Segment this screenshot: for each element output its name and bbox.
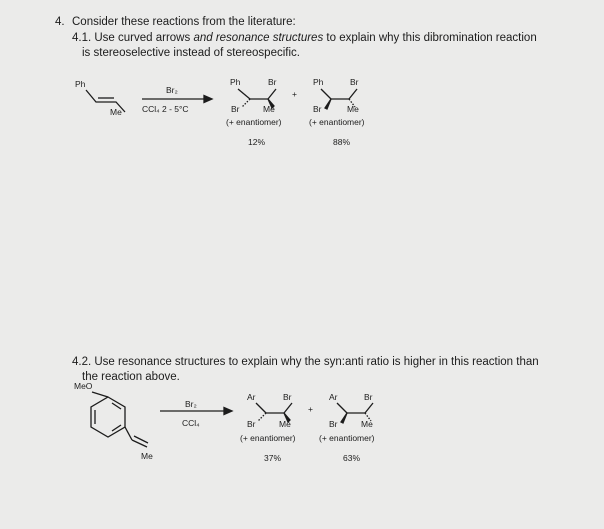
p3-yield: 37% bbox=[264, 453, 282, 463]
q41-part-a: 4.1. Use curved arrows bbox=[72, 32, 194, 44]
reagent-conditions: CCl₄ 2 - 5°C bbox=[142, 104, 189, 114]
plus-sign-2: + bbox=[308, 404, 313, 414]
reagent2-solvent: CCl₄ bbox=[182, 418, 200, 428]
p1-br-bottom: Br bbox=[231, 104, 240, 114]
p2-br-top: Br bbox=[350, 77, 359, 87]
p3-br-bottom: Br bbox=[247, 419, 256, 429]
p2-enantiomer-note: (+ enantiomer) bbox=[309, 117, 365, 127]
q41-part-c: to explain why this dibromination reaction bbox=[323, 32, 537, 44]
p4-br-top: Br bbox=[364, 392, 373, 402]
p4-enantiomer-note: (+ enantiomer) bbox=[319, 433, 375, 443]
p1-br-top: Br bbox=[268, 77, 277, 87]
p3-br-top: Br bbox=[283, 392, 292, 402]
p2-me: Me bbox=[347, 104, 359, 114]
p1-me: Me bbox=[263, 104, 275, 114]
p4-ar: Ar bbox=[329, 392, 338, 402]
reagent-br2: Br₂ bbox=[166, 85, 178, 95]
p3-ar: Ar bbox=[247, 392, 256, 402]
sm-me-label: Me bbox=[110, 107, 122, 117]
reagent2-br2: Br₂ bbox=[185, 399, 197, 409]
p2-br-bottom: Br bbox=[313, 104, 322, 114]
sm-ph-label: Ph bbox=[75, 79, 86, 89]
p1-enantiomer-note: (+ enantiomer) bbox=[226, 117, 282, 127]
question-4-2-line2: the reaction above. bbox=[82, 371, 180, 383]
plus-sign-1: + bbox=[292, 89, 297, 99]
question-number: 4. bbox=[55, 16, 65, 28]
p4-me: Me bbox=[361, 419, 373, 429]
sm-meo-label: MeO bbox=[74, 381, 93, 391]
sm2-me-label: Me bbox=[141, 451, 153, 461]
question-4-2-line1: 4.2. Use resonance structures to explain why the syn:anti ratio is higher in this reaction than bbox=[72, 356, 539, 368]
p2-ph: Ph bbox=[313, 77, 324, 87]
p4-yield: 63% bbox=[343, 453, 361, 463]
question-intro: Consider these reactions from the literature: bbox=[72, 16, 296, 28]
p4-br-bottom: Br bbox=[329, 419, 338, 429]
question-4-1-line2: is stereoselective instead of stereospecific. bbox=[82, 47, 300, 59]
p1-ph: Ph bbox=[230, 77, 241, 87]
p1-yield: 12% bbox=[248, 137, 266, 147]
p3-enantiomer-note: (+ enantiomer) bbox=[240, 433, 296, 443]
p3-me: Me bbox=[279, 419, 291, 429]
p2-yield: 88% bbox=[333, 137, 351, 147]
q41-part-b: and resonance structures bbox=[193, 32, 324, 44]
